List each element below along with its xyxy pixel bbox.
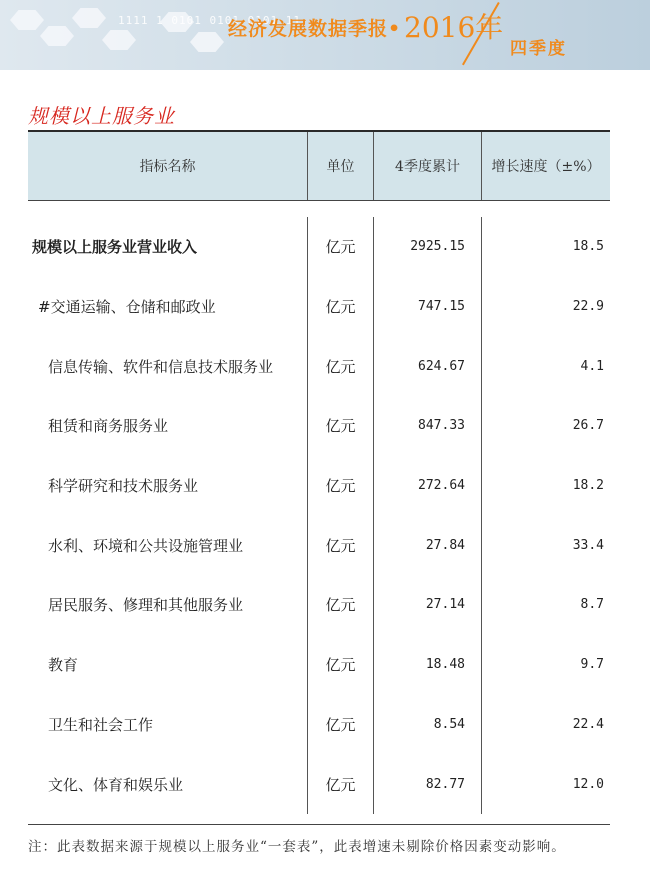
row-growth: 26.7 [572, 418, 604, 434]
row-growth: 33.4 [572, 537, 604, 553]
row-name: 文化、体育和娱乐业 [28, 754, 308, 814]
table-row [28, 635, 610, 695]
row-unit: 亿元 [308, 336, 374, 396]
publication-title: 经济发展数据季报• [228, 18, 402, 40]
table-row [28, 515, 610, 575]
row-name: 信息传输、软件和信息技术服务业 [28, 336, 308, 396]
hexagon-decoration [72, 8, 106, 28]
row-unit: 亿元 [308, 635, 374, 695]
row-growth: 9.7 [580, 657, 604, 673]
header-unit: 单位 [308, 132, 374, 200]
table-body [28, 217, 610, 814]
row-unit: 亿元 [308, 396, 374, 456]
publication-year: 2016年 [404, 11, 504, 44]
row-unit: 亿元 [308, 217, 374, 277]
row-unit: 亿元 [308, 277, 374, 337]
row-unit: 亿元 [308, 575, 374, 635]
row-growth: 22.4 [572, 716, 604, 732]
row-value: 82.77 [374, 754, 482, 814]
row-growth: 12.0 [572, 776, 604, 792]
table-row [28, 754, 610, 814]
row-unit: 亿元 [308, 456, 374, 516]
row-value: 27.84 [374, 515, 482, 575]
header-growth-rate: 增长速度（±%） [491, 159, 601, 175]
row-value: 27.14 [374, 575, 482, 635]
row-value: 272.64 [374, 456, 482, 516]
binary-decoration: 1111 1 0101 0101 0101 11 [118, 14, 301, 27]
row-name: 租赁和商务服务业 [28, 396, 308, 456]
hexagon-decoration [190, 32, 224, 52]
hexagon-decoration [10, 10, 44, 30]
table-row [28, 336, 610, 396]
row-growth: 18.2 [572, 478, 604, 494]
publication-quarter: 四季度 [510, 39, 567, 59]
row-growth: 22.9 [572, 299, 604, 315]
section-title: 规模以上服务业 [28, 104, 175, 128]
table-bottom-rule [28, 824, 610, 825]
hexagon-decoration [40, 26, 74, 46]
row-unit: 亿元 [308, 754, 374, 814]
row-name: 教育 [28, 635, 308, 695]
table-row [28, 575, 610, 635]
row-unit: 亿元 [308, 515, 374, 575]
row-value: 2925.15 [374, 217, 482, 277]
row-value: 847.33 [374, 396, 482, 456]
row-unit: 亿元 [308, 695, 374, 755]
row-name: 科学研究和技术服务业 [28, 456, 308, 516]
row-name: #交通运输、仓储和邮政业 [28, 277, 308, 337]
header-banner [0, 0, 650, 70]
table-row [28, 695, 610, 755]
row-growth: 4.1 [580, 358, 604, 374]
table-row [28, 277, 610, 337]
table-row [28, 217, 610, 277]
row-name: 卫生和社会工作 [28, 695, 308, 755]
row-value: 18.48 [374, 635, 482, 695]
table-row [28, 396, 610, 456]
row-value: 8.54 [374, 695, 482, 755]
header-q4-cumulative: 4季度累计 [374, 132, 482, 200]
row-growth: 18.5 [572, 239, 604, 255]
row-name: 居民服务、修理和其他服务业 [28, 575, 308, 635]
hexagon-decoration [102, 30, 136, 50]
row-growth: 8.7 [580, 597, 604, 613]
table-row [28, 456, 610, 516]
data-table [28, 130, 610, 825]
header-indicator-name: 指标名称 [28, 132, 308, 200]
table-footnote: 注：此表数据来源于规模以上服务业“一套表”，此表增速未剔除价格因素变动影响。 [28, 839, 566, 855]
row-name: 水利、环境和公共设施管理业 [28, 515, 308, 575]
row-value: 747.15 [374, 277, 482, 337]
row-value: 624.67 [374, 336, 482, 396]
row-name: 规模以上服务业营业收入 [28, 217, 308, 277]
table-header [28, 130, 610, 201]
